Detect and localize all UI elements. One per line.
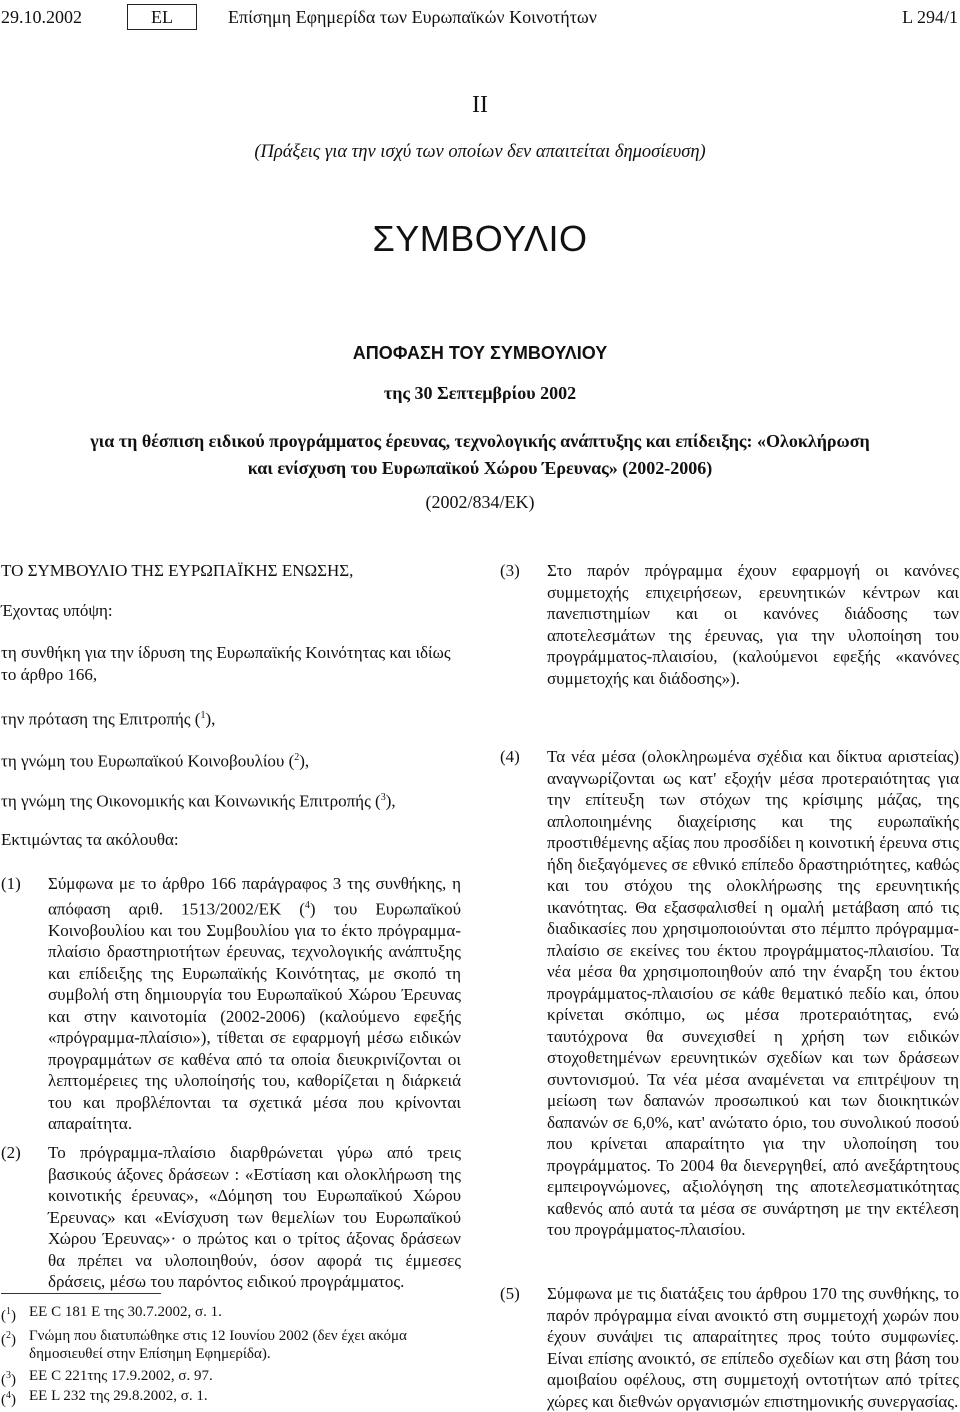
citation-text: ), xyxy=(299,751,310,771)
recital-text: Το πρόγραμμα-πλαίσιο διαρθρώνεται γύρω από τρεις βασικούς άξονες δράσεων : «Εστίαση και ολοκλήρωση της κοινοτικής έρευνας», «Δόμηση του Ευρωπαϊκού Χώρου Έρευνας» και «Ενίσχυση των θεμελίων του Ευρωπαϊκού Χώρου Έρευνας»· ο πρώτος και ο τρίτος άξονας δράσεων θα πρέπει να υλοποιηθούν, όσον αφορά τις έμμεσες δράσεις, μέσω του παρόντος ειδικού προγράμματος. xyxy=(48,1143,461,1291)
footnote-text: ΕΕ L 232 της 29.8.2002, σ. 1. xyxy=(29,1388,208,1404)
footnote-number: ($^3$) xyxy=(1,1370,16,1388)
decision-number: (2002/834/ΕΚ) xyxy=(425,492,535,512)
right-column xyxy=(500,0,959,1411)
preamble-whereas: Εκτιμώντας τα ακόλουθα: xyxy=(1,830,179,849)
footnote-number-value: 1 xyxy=(6,1306,11,1317)
preamble-council: ΤΟ ΣΥΜΒΟΥΛΙΟ ΤΗΣ ΕΥΡΩΠΑΪΚΗΣ ΕΝΩΣΗΣ, xyxy=(1,561,354,580)
citation-text: ), xyxy=(385,791,396,811)
recital-text-part: Σύμφωνα με το άρθρο 166 παράγραφος 3 της συνθήκης, η απόφαση αριθ. 1513/2002/ΕΚ ( xyxy=(48,874,461,919)
recital-number: (4) xyxy=(500,747,520,766)
recital-number: (1) xyxy=(1,874,21,893)
footnote-number-value: 2 xyxy=(6,1330,11,1341)
footnote-ref: 4 xyxy=(304,899,310,911)
footnote-text: ΕΕ C 221της 17.9.2002, σ. 97. xyxy=(29,1368,213,1384)
preamble-proposal xyxy=(1,705,521,730)
footnote-divider xyxy=(1,1293,161,1294)
footnote-number: ($^1$) xyxy=(1,1306,16,1324)
journal-title: Επίσημη Εφημερίδα των Ευρωπαϊκών Κοινοτήτων xyxy=(228,7,597,27)
decision-title: ΑΠΟΦΑΣΗ ΤΟΥ ΣΥΜΒΟΥΛΙΟΥ xyxy=(352,343,608,363)
recital-text: Σύμφωνα με τις διατάξεις του άρθρου 170 της συνθήκης, το παρόν πρόγραμμα είναι ανοικτό στη συμμετοχή χωρών που έχουν συνάψει τις απαραίτητες προς τούτο συμφωνίες. Είναι επίσης ανοικτό, σε επίπεδο σχεδίων και στη βάση του αμοιβαίου οφέλους, στη συμμετοχή οντοτήτων από τρίτες χώρες και διεθνών οργανισμών επιστημονικής συνεργασίας. xyxy=(547,1284,959,1411)
recital-text: Τα νέα μέσα (ολοκληρωμένα σχέδια και δίκτυα αριστείας) αναγνωρίζονται ως κατ' εξοχήν μέσα προτεραιότητας για την επίτευξη των στόχων της κρίσιμης μάζας, της απλοποιημένης διαχείρισης και της ευρωπαϊκής προστιθέμενης αξίας που προσδίδει η κοινοτική έρευνα στις ήδη διεξαγόμενες σε εθνικό επίπεδο δραστηριότητες, καθώς και του στόχου της ολοκλήρωσης της ερευνητικής ικανότητας. Θα εξασφαλισθεί η ομαλή μετάβαση από τις διαδικασίες που χρησιμοποιούνται στο πέμπτο πρόγραμμα-πλαίσιο σε εκείνες του έκτου προγράμματος-πλαισίου. Τα νέα μέσα θα χρησιμοποιηθούν από την έναρξη του έκτου προγράμματος-πλαισίου σε κάθε θεματικό πεδίο και, όπου κρίνεται σκόπιμο, ως μέσα προτεραιότητας, ενώ ταυτόχρονα θα συνεχισθεί η χρήση των ειδικών στοχοθετημένων ερευνητικών σχεδίων και των δράσεων συντονισμού. Τα νέα μέσα αναμένεται να επιτρέψουν τη μείωση των δαπανών προσωπικού και των διοικητικών δαπανών σε 6,0%, κατ' ανώτατο όριο, του συνολικού ποσού που κρίνεται απαραίτητο για την υλοποίηση του προγράμματος. Το 2004 θα διενεργηθεί, από ανεξάρτητους εμπειρογνώμονες, αξιολόγηση της αποτελεσματικότητας καθενός από αυτά τα μέσα σε συνάρτηση με την εκτέλεση του προγράμματος-πλαισίου. xyxy=(547,747,959,1239)
recital-text: Στο παρόν πρόγραμμα έχουν εφαρμογή οι κανόνες συμμετοχής επιχειρήσεων, ερευνητικών κέντρων και πανεπιστημίων και οι κανόνες διάδοσης των αποτελεσμάτων της έρευνας, για την υλοποίηση του προγράμματος-πλαισίου, (καλούμενοι εφεξής «κανόνες συμμετοχής και διάδοσης»). xyxy=(547,561,959,688)
preamble-treaty: τη συνθήκη για την ίδρυση της Ευρωπαϊκής Κοινότητας και ιδίως το άρθρο 166, xyxy=(1,643,451,684)
footnote-ref: 1 xyxy=(200,710,206,721)
recital-text-part: ) του Ευρωπαϊκού Κοινοβουλίου και του Συμβουλίου για το έκτο πρόγραμμα-πλαίσιο δραστηριοτήτων έρευνας, τεχνολογικής ανάπτυξης και επίδειξης της Ευρωπαϊκής Κοινότητας, με σκοπό τη συμβολή στη δημιουργία του Ευρωπαϊκού Χώρου Έρευνας και στην καινοτομία (2002-2006) (καλούμενο εφεξής «πρόγραμμα-πλαίσιο»), τίθεται σε εφαρμογή μέσω ειδικών προγραμμάτων σε καθένα από τα οποία διευκρινίζονται οι λεπτομέρειες της υλοποίησής του, καθορίζεται η διάρκειά του και προβλέπονται τα σχετικά μέσα που κρίνονται απαραίτητα. xyxy=(48,899,461,1134)
recital-number: (5) xyxy=(500,1284,520,1303)
page-reference: L 294/1 xyxy=(902,7,958,27)
section-number: II xyxy=(472,92,488,118)
issue-date: 29.10.2002 xyxy=(1,7,82,27)
section-subtitle: (Πράξεις για την ισχύ των οποίων δεν απαιτείται δημοσίευση) xyxy=(254,142,706,162)
preamble-having-regard: Έχοντας υπόψη: xyxy=(1,601,113,620)
footnote-text: ΕΕ C 181 Ε της 30.7.2002, σ. 1. xyxy=(29,1304,222,1320)
footnote-ref: 2 xyxy=(294,752,300,763)
preamble-parliament xyxy=(1,747,461,772)
citation-text: ), xyxy=(205,709,216,729)
institution-heading: ΣΥΜΒΟΥΛΙΟ xyxy=(372,218,588,259)
preamble-committee xyxy=(1,787,461,812)
citation-text: τη γνώμη του Ευρωπαϊκού Κοινοβουλίου ( xyxy=(1,751,295,771)
decision-subject-line: για τη θέσπιση ειδικού προγράμματος έρευνας, τεχνολογικής ανάπτυξης και επίδειξης: «Ολοκλήρωση xyxy=(90,431,870,451)
language-box: EL xyxy=(127,4,197,30)
recital-number: (2) xyxy=(1,1143,21,1162)
recital-number: (3) xyxy=(500,561,520,580)
decision-subject-line: και ενίσχυση του Ευρωπαϊκού Χώρου Έρευνας» (2002-2006) xyxy=(247,458,713,478)
footnote-number: ($^2$) xyxy=(1,1330,16,1348)
citation-text: την πρόταση της Επιτροπής ( xyxy=(1,709,201,729)
footnote-number-value: 4 xyxy=(6,1390,11,1401)
footnote-ref: 3 xyxy=(380,792,386,803)
footnote-number: ($^4$) xyxy=(1,1390,16,1408)
footnote-number-value: 3 xyxy=(6,1370,11,1381)
decision-date: της 30 Σεπτεμβρίου 2002 xyxy=(383,383,577,403)
left-column xyxy=(1,0,461,1408)
recital-text xyxy=(48,873,461,1135)
footnote-text: Γνώμη που διατυπώθηκε στις 12 Ιουνίου 2002 (δεν έχει ακόμα δημοσιευθεί στην Επίσημη Εφημερίδα). xyxy=(29,1328,407,1362)
citation-text: τη γνώμη της Οικονομικής και Κοινωνικής Επιτροπής ( xyxy=(1,791,381,811)
